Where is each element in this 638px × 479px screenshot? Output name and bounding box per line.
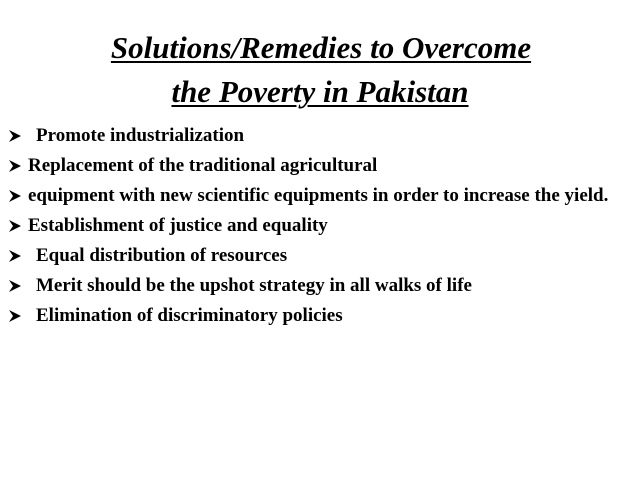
bullet-text: Replacement of the traditional agricultural — [28, 155, 378, 176]
arrow-bullet-icon — [8, 309, 22, 323]
bullet-item — [8, 184, 633, 208]
bullet-item — [8, 214, 633, 238]
arrow-bullet-icon — [8, 129, 22, 143]
bullet-item — [8, 274, 633, 298]
bullet-text: Establishment of justice and equality — [28, 215, 328, 236]
bullet-text: Promote industrialization — [36, 125, 245, 146]
arrow-bullet-icon — [8, 249, 22, 263]
arrow-bullet-icon — [8, 219, 22, 233]
bullet-item — [8, 244, 633, 268]
bullet-item — [8, 154, 633, 178]
arrow-bullet-icon — [8, 279, 22, 293]
bullet-text: Equal distribution of resources — [36, 245, 288, 266]
bullet-text: Merit should be the upshot strategy in all walks of life — [36, 275, 472, 296]
bullet-text: equipment with new scientific equipments in order to increase the yield. — [28, 185, 609, 206]
slide-title — [0, 26, 638, 114]
bullet-item — [8, 124, 633, 148]
title-line-2: the Poverty in Pakistan — [171, 74, 469, 109]
title-line-1: Solutions/Remedies to Overcome — [110, 30, 532, 65]
arrow-bullet-icon — [8, 159, 22, 173]
bullet-item — [8, 304, 633, 328]
bullet-list — [8, 124, 633, 334]
arrow-bullet-icon — [8, 189, 22, 203]
bullet-text: Elimination of discriminatory policies — [36, 305, 343, 326]
